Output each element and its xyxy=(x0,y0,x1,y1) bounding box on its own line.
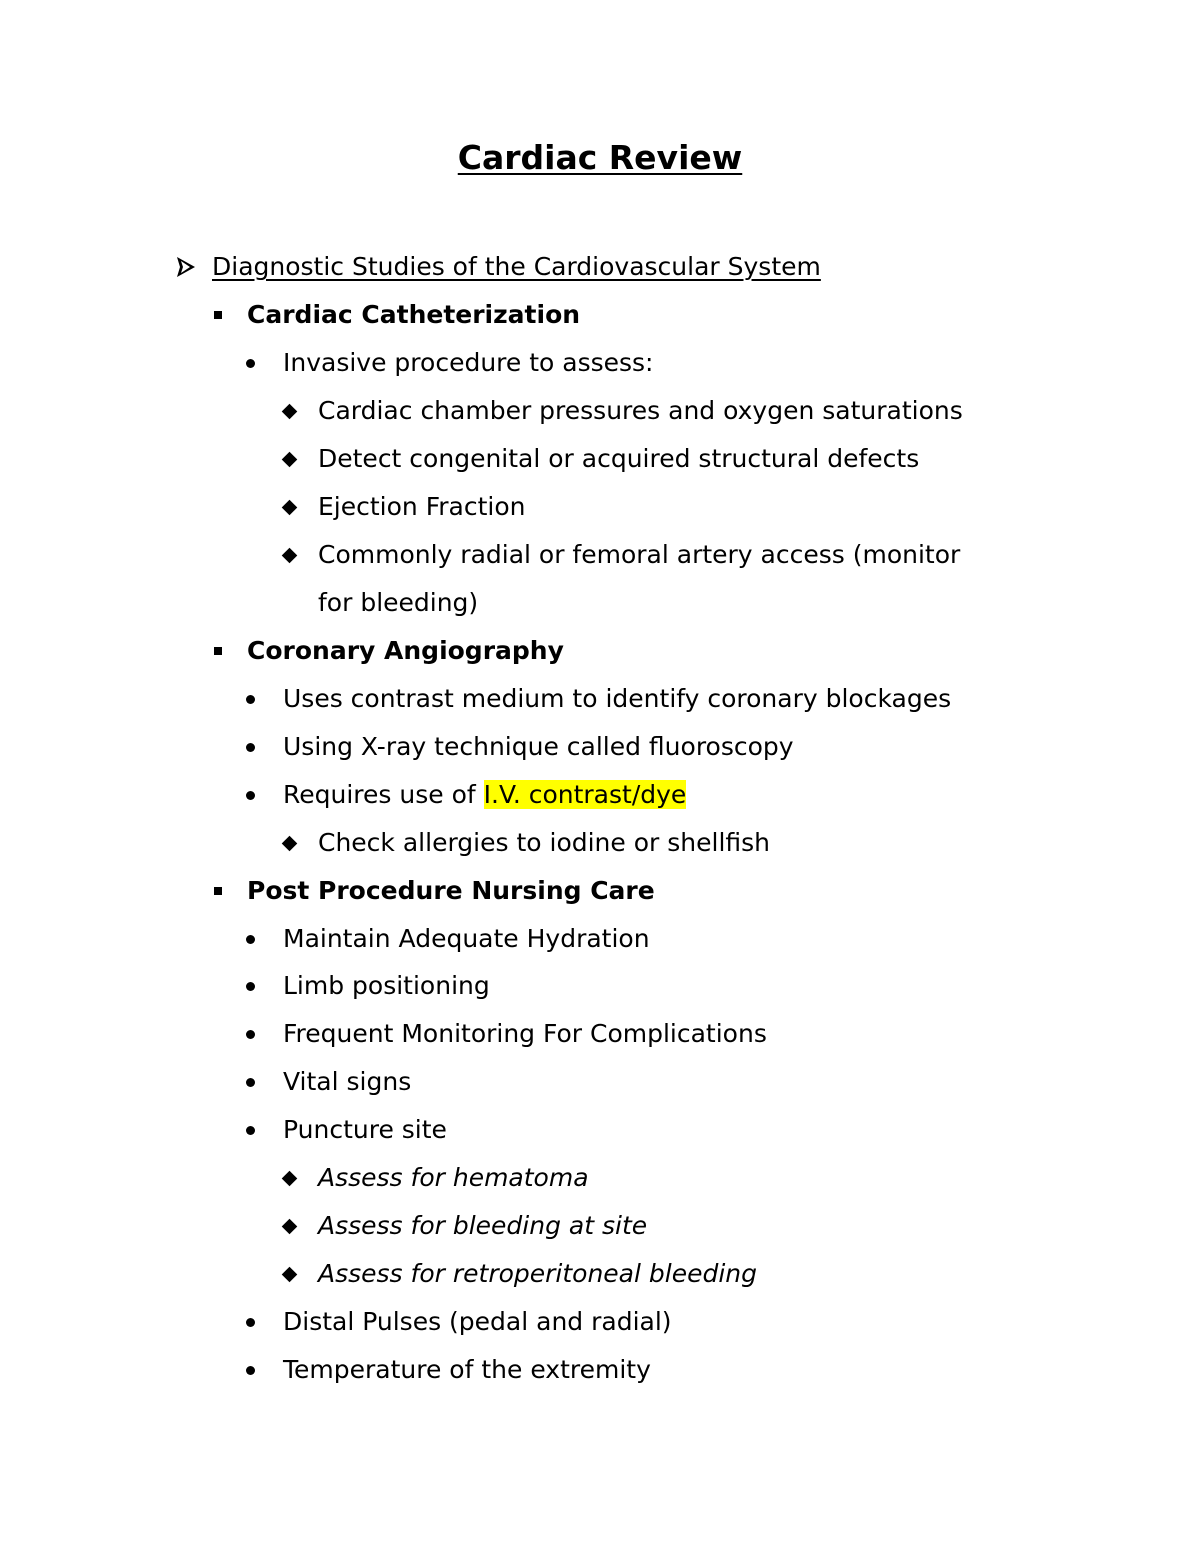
list-item-text: Assess for retroperitoneal bleeding xyxy=(318,1259,758,1288)
list-item-text: Temperature of the extremity xyxy=(283,1355,651,1384)
dot-bullet-icon xyxy=(246,1366,255,1375)
list-item-text: Assess for bleeding at site xyxy=(318,1211,648,1240)
dot-bullet-icon xyxy=(246,1078,255,1087)
diamond-bullet-icon xyxy=(282,452,298,468)
list-item-text: Maintain Adequate Hydration xyxy=(283,924,650,953)
dot-bullet-icon xyxy=(246,935,255,944)
list-item-text: Check allergies to iodine or shellfish xyxy=(318,828,771,857)
dot-bullet-icon xyxy=(246,982,255,991)
diamond-bullet-icon xyxy=(282,548,298,564)
list-item-text: Uses contrast medium to identify coronary blockages xyxy=(283,684,952,713)
diamond-bullet-icon xyxy=(282,404,298,420)
dot-bullet-icon xyxy=(246,1126,255,1135)
diamond-bullet-icon xyxy=(282,1267,298,1283)
list-item-text: Distal Pulses (pedal and radial) xyxy=(283,1307,672,1336)
square-bullet-icon xyxy=(214,647,222,655)
list-item-text: Detect congenital or acquired structural defects xyxy=(318,444,920,473)
arrow-bullet-icon xyxy=(176,256,196,278)
list-item-text: Commonly radial or femoral artery access (monitor xyxy=(318,540,961,569)
list-item-text: Vital signs xyxy=(283,1067,412,1096)
dot-bullet-icon xyxy=(246,1318,255,1327)
square-bullet-icon xyxy=(214,887,222,895)
diamond-bullet-icon xyxy=(282,1171,298,1187)
section-heading: Diagnostic Studies of the Cardiovascular System xyxy=(212,252,821,281)
list-item-text: Frequent Monitoring For Complications xyxy=(283,1019,767,1048)
subsection-heading: Cardiac Catheterization xyxy=(247,300,581,329)
list-item-text: Limb positioning xyxy=(283,971,490,1000)
dot-bullet-icon xyxy=(246,359,255,368)
dot-bullet-icon xyxy=(246,695,255,704)
list-item-text: Assess for hematoma xyxy=(318,1163,589,1192)
list-item-text xyxy=(283,771,686,819)
list-item-text: Puncture site xyxy=(283,1115,447,1144)
diamond-bullet-icon xyxy=(282,500,298,516)
dot-bullet-icon xyxy=(246,791,255,800)
diamond-bullet-icon xyxy=(282,1219,298,1235)
list-item-text: Cardiac chamber pressures and oxygen saturations xyxy=(318,396,963,425)
dot-bullet-icon xyxy=(246,743,255,752)
dot-bullet-icon xyxy=(246,1030,255,1039)
subsection-heading: Post Procedure Nursing Care xyxy=(247,876,655,905)
text-prefix: Requires use of xyxy=(283,780,484,809)
square-bullet-icon xyxy=(214,311,222,319)
list-item-text: Ejection Fraction xyxy=(318,492,526,521)
diamond-bullet-icon xyxy=(282,836,298,852)
list-item-text: Invasive procedure to assess: xyxy=(283,348,654,377)
subsection-heading: Coronary Angiography xyxy=(247,636,564,665)
list-item-text: Using X-ray technique called fluoroscopy xyxy=(283,732,794,761)
page-title: Cardiac Review xyxy=(457,138,743,177)
list-item-continuation: for bleeding) xyxy=(318,588,479,617)
highlighted-text: I.V. contrast/dye xyxy=(483,780,687,809)
